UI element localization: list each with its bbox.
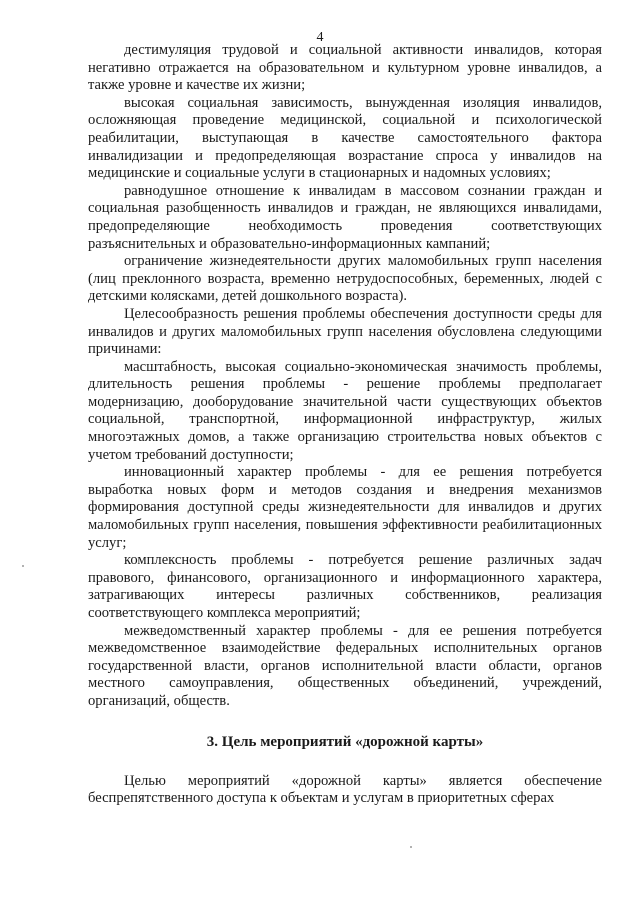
paragraph-8: комплексность проблемы - потребуется решение различных задач правового, финансового, организационного и информационного характера, затрагивающих интересы различных собственников, реализация соответствующего комплекса мероприятий; bbox=[88, 552, 602, 621]
paragraph-9: межведомственный характер проблемы - для ее решения потребуется межведомственное взаимодействие федеральных исполнительных органов государственной власти, органов исполнительной власти области, органов местного самоуправления, общественных объединений, учреждений, организаций, обществ. bbox=[88, 622, 602, 709]
page-number: 4 bbox=[316, 30, 324, 45]
paragraph-5: Целесообразность решения проблемы обеспечения доступности среды для инвалидов и других маломобильных групп населения обусловлена следующими причинами: bbox=[88, 305, 602, 358]
paragraph-2: высокая социальная зависимость, вынужденная изоляция инвалидов, осложняющая проведение медицинской, социальной и психологической реабилитации, выступающая в качестве самостоятельного фактора инвалидизации и предопределяющая возрастание спроса у инвалидов на медицинские и социальные услуги в стационарных и надомных условиях; bbox=[88, 94, 602, 182]
scan-speck bbox=[410, 846, 412, 848]
paragraph-1: дестимуляция трудовой и социальной активности инвалидов, которая негативно отражается на образовательном и культурном уровне инвалидов, а также уровне и качестве их жизни; bbox=[88, 42, 602, 94]
paragraph-3: равнодушное отношение к инвалидам в массовом сознании граждан и социальная разобщенность инвалидов и граждан, не являющихся инвалидами, предопределяющие необходимость проведения соответствующих разъяснительных и образовательно-информационных кампаний; bbox=[88, 182, 602, 252]
paragraph-10: Целью мероприятий «дорожной карты» является обеспечение беспрепятственного доступа к объектам и услугам в приоритетных сферах bbox=[88, 772, 602, 807]
document-body bbox=[88, 42, 602, 808]
section-heading: 3. Цель мероприятий «дорожной карты» bbox=[206, 733, 484, 750]
paragraph-7: инновационный характер проблемы - для ее решения потребуется выработка новых форм и методов создания и внедрения механизмов формирования доступной среды жизнедеятельности для инвалидов и других маломобильных групп населения, повышения эффективности реабилитационных услуг; bbox=[88, 464, 602, 551]
paragraph-6: масштабность, высокая социально-экономическая значимость проблемы, длительность решения проблемы - решение проблемы предполагает модернизацию, дооборудование значительной части существующих объектов социальной, транспортной, информационной инфраструктур, жилых многоэтажных домов, а также организацию строительства новых объектов с учетом требований доступности; bbox=[88, 358, 602, 463]
scan-speck bbox=[22, 565, 24, 567]
paragraph-4: ограничение жизнедеятельности других маломобильных групп населения (лиц преклонного возраста, временно нетрудоспособных, беременных, людей с детскими колясками, детей дошкольного возраста). bbox=[88, 253, 602, 305]
